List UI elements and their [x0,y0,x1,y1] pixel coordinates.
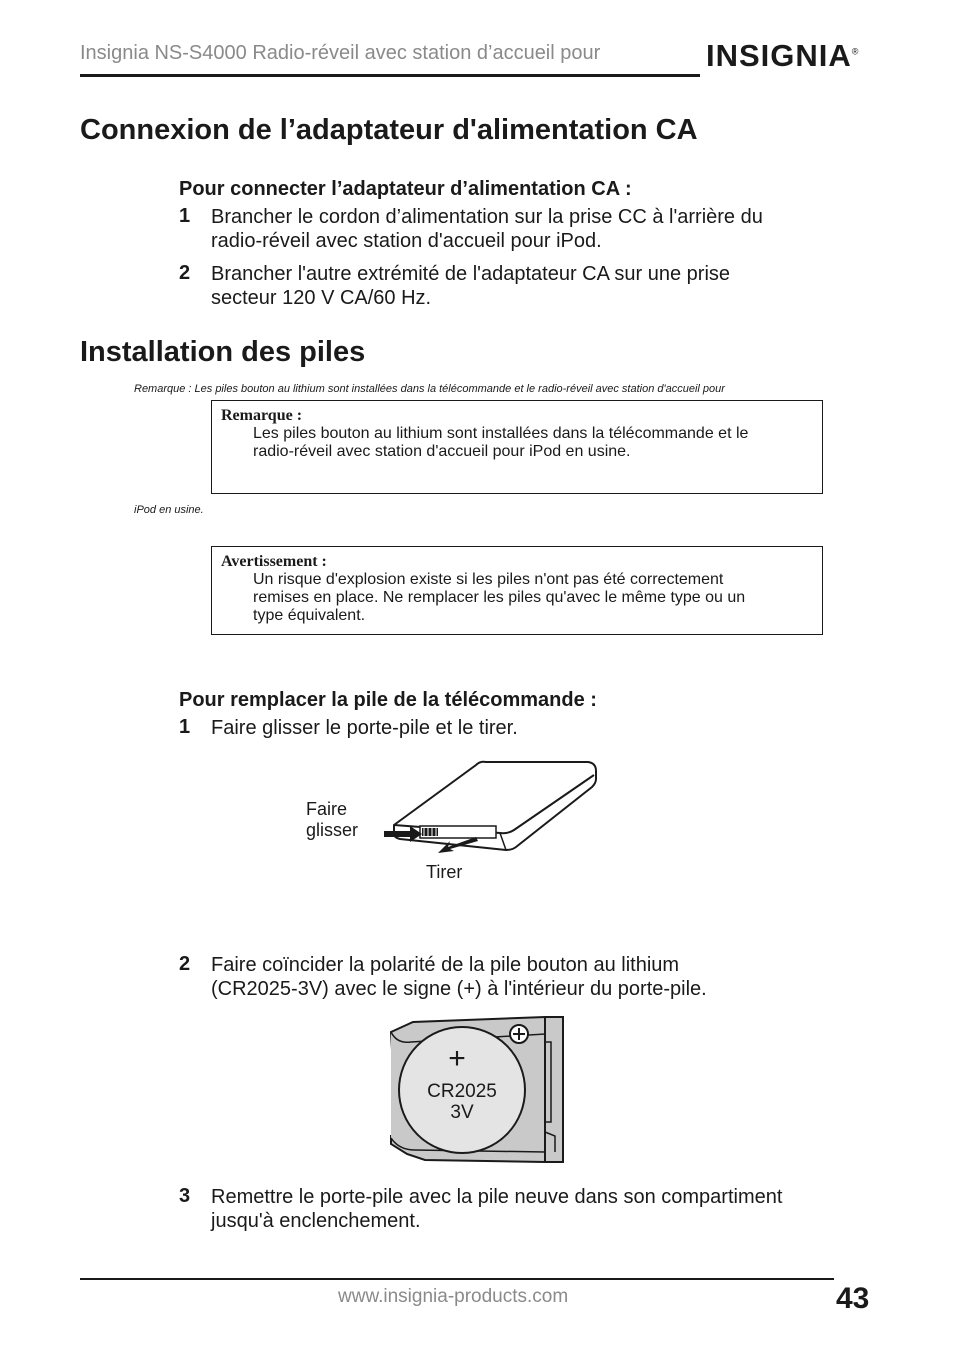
logo-text: INSIGNIA [706,38,852,73]
battery-label [412,1081,512,1123]
subheading-connect-adapter: Pour connecter l’adaptateur d’alimentation CA : [179,178,632,200]
note-box [211,400,823,494]
margin-note-continued: iPod en usine. [134,504,204,516]
step-text [211,205,763,253]
battery-plus-sign: + [448,1042,466,1075]
step-line: secteur 120 V CA/60 Hz. [211,287,432,309]
header-title: Insignia NS-S4000 Radio-réveil avec station d’accueil pour [80,42,601,64]
battery-model: CR2025 [427,1081,497,1102]
section-heading-power: Connexion de l’adaptateur d'alimentation CA [80,114,698,146]
margin-note: Remarque : Les piles bouton au lithium sont installées dans la télécommande et le radio-réveil avec station d'accueil pour [134,383,725,395]
subheading-replace-battery: Pour remplacer la pile de la télécommande : [179,689,597,711]
step-line: Faire coïncider la polarité de la pile bouton au lithium [211,954,680,976]
warning-box-title: Avertissement : [221,553,327,570]
remote-battery-tray-illustration [380,755,610,865]
header-rule [80,74,700,77]
section-heading-batteries: Installation des piles [80,336,366,368]
step-text [211,262,730,310]
battery-voltage: 3V [450,1102,474,1123]
warning-box [211,546,823,635]
step-text [211,953,707,1001]
step-number: 2 [179,262,191,284]
step-number: 3 [179,1185,191,1207]
insignia-logo [706,38,859,74]
step-line: Remettre le porte-pile avec la pile neuve dans son compartiment [211,1186,783,1208]
label-line: Faire [306,799,348,819]
note-box-body [253,425,818,461]
note-line: Les piles bouton au lithium sont installées dans la télécommande et le [253,425,749,442]
footer-rule [80,1278,834,1280]
warning-line: remises en place. Ne remplacer les piles qu'avec le même type ou un [253,589,746,606]
step-number: 1 [179,716,191,738]
warning-line: Un risque d'explosion existe si les piles n'ont pas été correctement [253,571,724,588]
note-line: radio-réveil avec station d'accueil pour iPod en usine. [253,443,631,460]
step-line: jusqu'à enclenchement. [211,1210,421,1232]
warning-line: type équivalent. [253,607,366,624]
figure-label-pull: Tirer [426,862,463,882]
step-line: Brancher le cordon d’alimentation sur la prise CC à l'arrière du [211,206,763,228]
footer-url[interactable]: www.insignia-products.com [338,1286,569,1307]
note-box-title: Remarque : [221,407,303,424]
registered-mark: ® [851,46,860,57]
page-number: 43 [836,1282,870,1315]
label-line: glisser [306,820,359,840]
figure-label-slide [306,799,358,841]
step-line: (CR2025-3V) avec le signe (+) à l'intérieur du porte-pile. [211,978,707,1000]
step-line: Brancher l'autre extrémité de l'adaptateur CA sur une prise [211,263,731,285]
step-line: radio-réveil avec station d'accueil pour iPod. [211,230,602,252]
step-text [211,1185,782,1233]
step-text: Faire glisser le porte-pile et le tirer. [211,717,518,739]
warning-box-body [253,571,818,625]
step-number: 2 [179,953,191,975]
step-number: 1 [179,205,191,227]
